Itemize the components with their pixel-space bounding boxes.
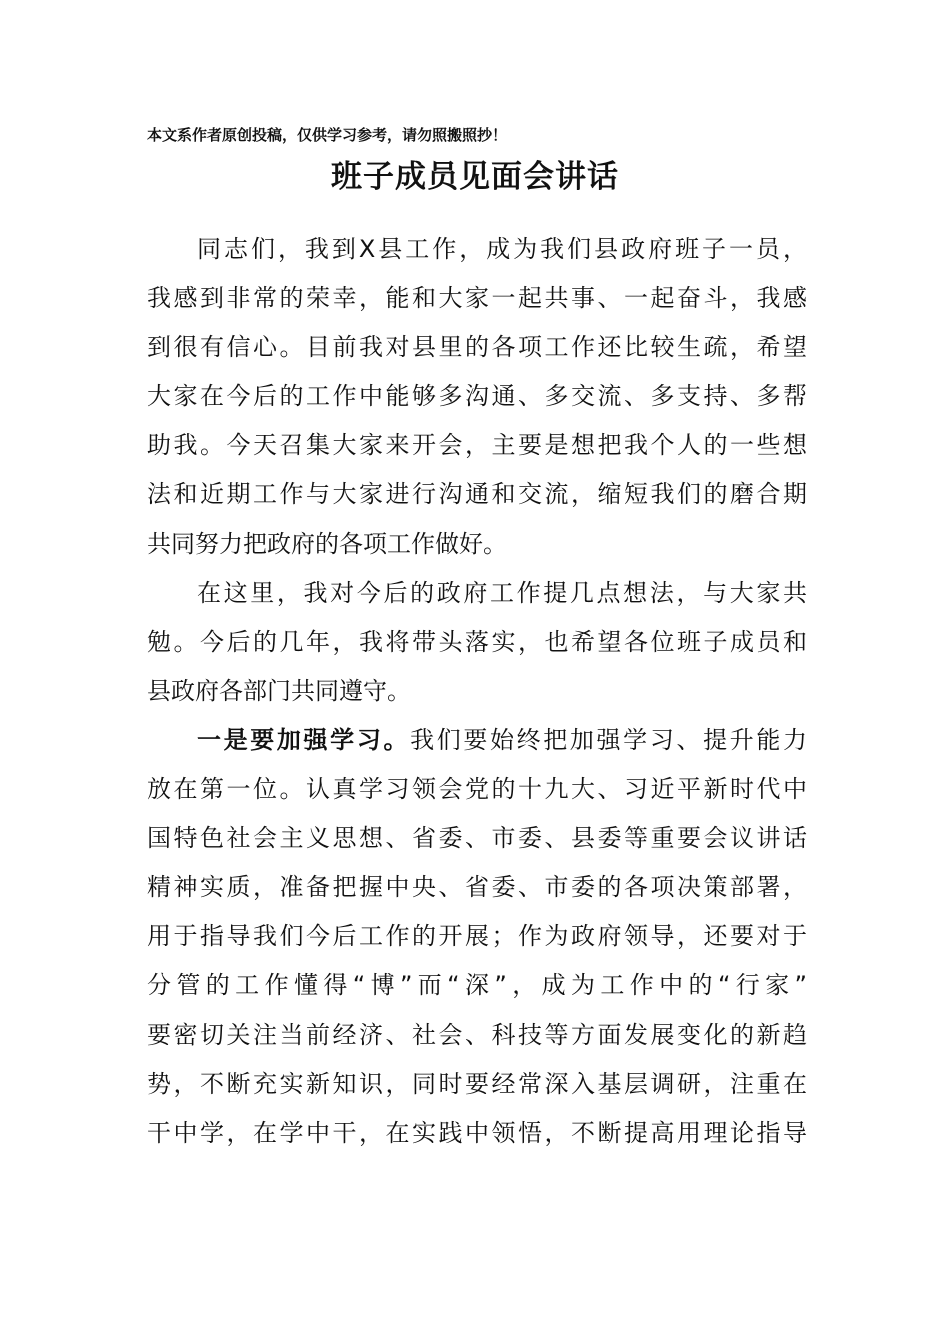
- paragraph-line: 用于指导我们今后工作的开展；作为政府领导，还要对于: [147, 922, 807, 951]
- copyright-notice: 本文系作者原创投稿，仅供学习参考，请勿照搬照抄！: [147, 126, 508, 144]
- paragraph-line: 县政府各部门共同遵守。: [147, 676, 411, 705]
- paragraph-line-text: 我们要始终把加强学习、提升能力: [410, 725, 807, 754]
- paragraph-line: 我感到非常的荣幸，能和大家一起共事、一起奋斗，我感: [147, 284, 807, 313]
- section-heading: 一是要加强学习。: [197, 725, 411, 754]
- document-title: 班子成员见面会讲话: [331, 159, 619, 195]
- paragraph-line: 共同努力把政府的各项工作做好。: [147, 529, 507, 558]
- paragraph-line: 要密切关注当前经济、社会、科技等方面发展变化的新趋: [147, 1020, 807, 1049]
- paragraph-line: 分管的工作懂得“博”而“深”，成为工作中的“行家”: [147, 971, 807, 1000]
- paragraph-line: 法和近期工作与大家进行沟通和交流，缩短我们的磨合期: [147, 480, 807, 509]
- paragraph-line: 到很有信心。目前我对县里的各项工作还比较生疏，希望: [147, 333, 807, 362]
- paragraph-line: 干中学，在学中干，在实践中领悟，不断提高用理论指导: [147, 1118, 807, 1147]
- paragraph-line: 精神实质，准备把握中央、省委、市委的各项决策部署，: [147, 873, 807, 902]
- paragraph-line: 国特色社会主义思想、省委、市委、县委等重要会议讲话: [147, 824, 807, 853]
- paragraph-line: [147, 716, 807, 765]
- paragraph-line: 助我。今天召集大家来开会，主要是想把我个人的一些想: [147, 431, 807, 460]
- document-body: [147, 225, 807, 1158]
- paragraph-line: 大家在今后的工作中能够多沟通、多交流、多支持、多帮: [147, 382, 807, 411]
- paragraph-line: 在这里，我对今后的政府工作提几点想法，与大家共: [197, 578, 807, 607]
- paragraph-line: 同志们，我到X县工作，成为我们县政府班子一员，: [197, 235, 807, 263]
- paragraph-line: 势，不断充实新知识，同时要经常深入基层调研，注重在: [147, 1069, 807, 1098]
- paragraph-line: 勉。今后的几年，我将带头落实，也希望各位班子成员和: [147, 627, 807, 656]
- paragraph-line: 放在第一位。认真学习领会党的十九大、习近平新时代中: [147, 775, 807, 804]
